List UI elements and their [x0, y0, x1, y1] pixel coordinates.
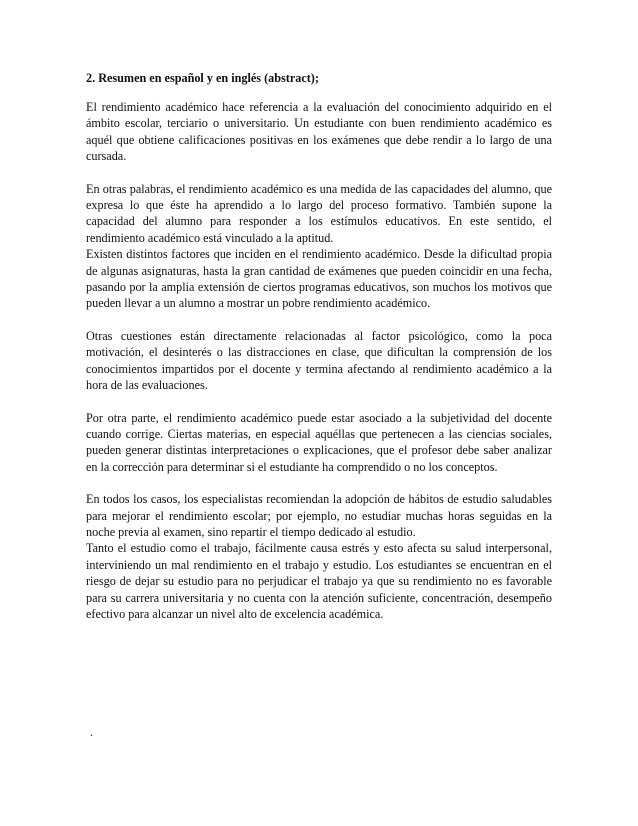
paragraph-1: El rendimiento académico hace referencia a la evaluación del conocimiento adquirido en el ámbito escolar, terciario o universitario. Un estudiante con buen rendimiento académico es aquél que obtiene calificaciones positivas en los exámenes que debe rendir a lo largo de una cursada. [86, 100, 552, 164]
paragraph-7: Tanto el estudio como el trabajo, fácilmente causa estrés y esto afecta su salud interpersonal, interviniendo un mal rendimiento en el trabajo y estudio. Los estudiantes se encuentran en el riesgo de dejar su estudio para no perjudicar el trabajo ya que su rendimiento no es favorable para su carrera universitaria y no cuenta con la atención suficiente, concentración, desempeño efectivo para alcanzar un nivel alto de excelencia académica. [86, 541, 552, 621]
footer-mark: . [90, 725, 93, 739]
document-body [86, 70, 552, 638]
section-heading: 2. Resumen en español y en inglés (abstract); [86, 71, 319, 85]
paragraph-5: Por otra parte, el rendimiento académico puede estar asociado a la subjetividad del docente cuando corrige. Ciertas materias, en especial aquéllas que pertenecen a las ciencias sociales, pueden generar distintas interpretaciones o explicaciones, que el profesor debe saber analizar en la corrección para determinar si el estudiante ha comprendido o no los conceptos. [86, 410, 552, 474]
paragraph-3: Existen distintos factores que inciden en el rendimiento académico. Desde la dificultad propia de algunas asignaturas, hasta la gran cantidad de exámenes que pueden coincidir en una fecha, pasando por la amplia extensión de ciertos programas educativos, son muchos los motivos que pueden llevar a un alumno a mostrar un pobre rendimiento académico. [86, 247, 552, 311]
paragraph-6: En todos los casos, los especialistas recomiendan la adopción de hábitos de estudio saludables para mejorar el rendimiento escolar; por ejemplo, no estudiar muchas horas seguidas en la noche previa al examen, sino repartir el tiempo dedicado al estudio. [86, 492, 552, 539]
paragraph-2: En otras palabras, el rendimiento académico es una medida de las capacidades del alumno, que expresa lo que éste ha aprendido a lo largo del proceso formativo. También supone la capacidad del alumno para responder a los estímulos educativos. En este sentido, el rendimiento académico está vinculado a la aptitud. [86, 181, 552, 245]
paragraph-4: Otras cuestiones están directamente relacionadas al factor psicológico, como la poca motivación, el desinterés o las distracciones en clase, que dificultan la comprensión de los conocimientos impartidos por el docente y termina afectando al rendimiento académico a la hora de las evaluaciones. [86, 328, 552, 393]
